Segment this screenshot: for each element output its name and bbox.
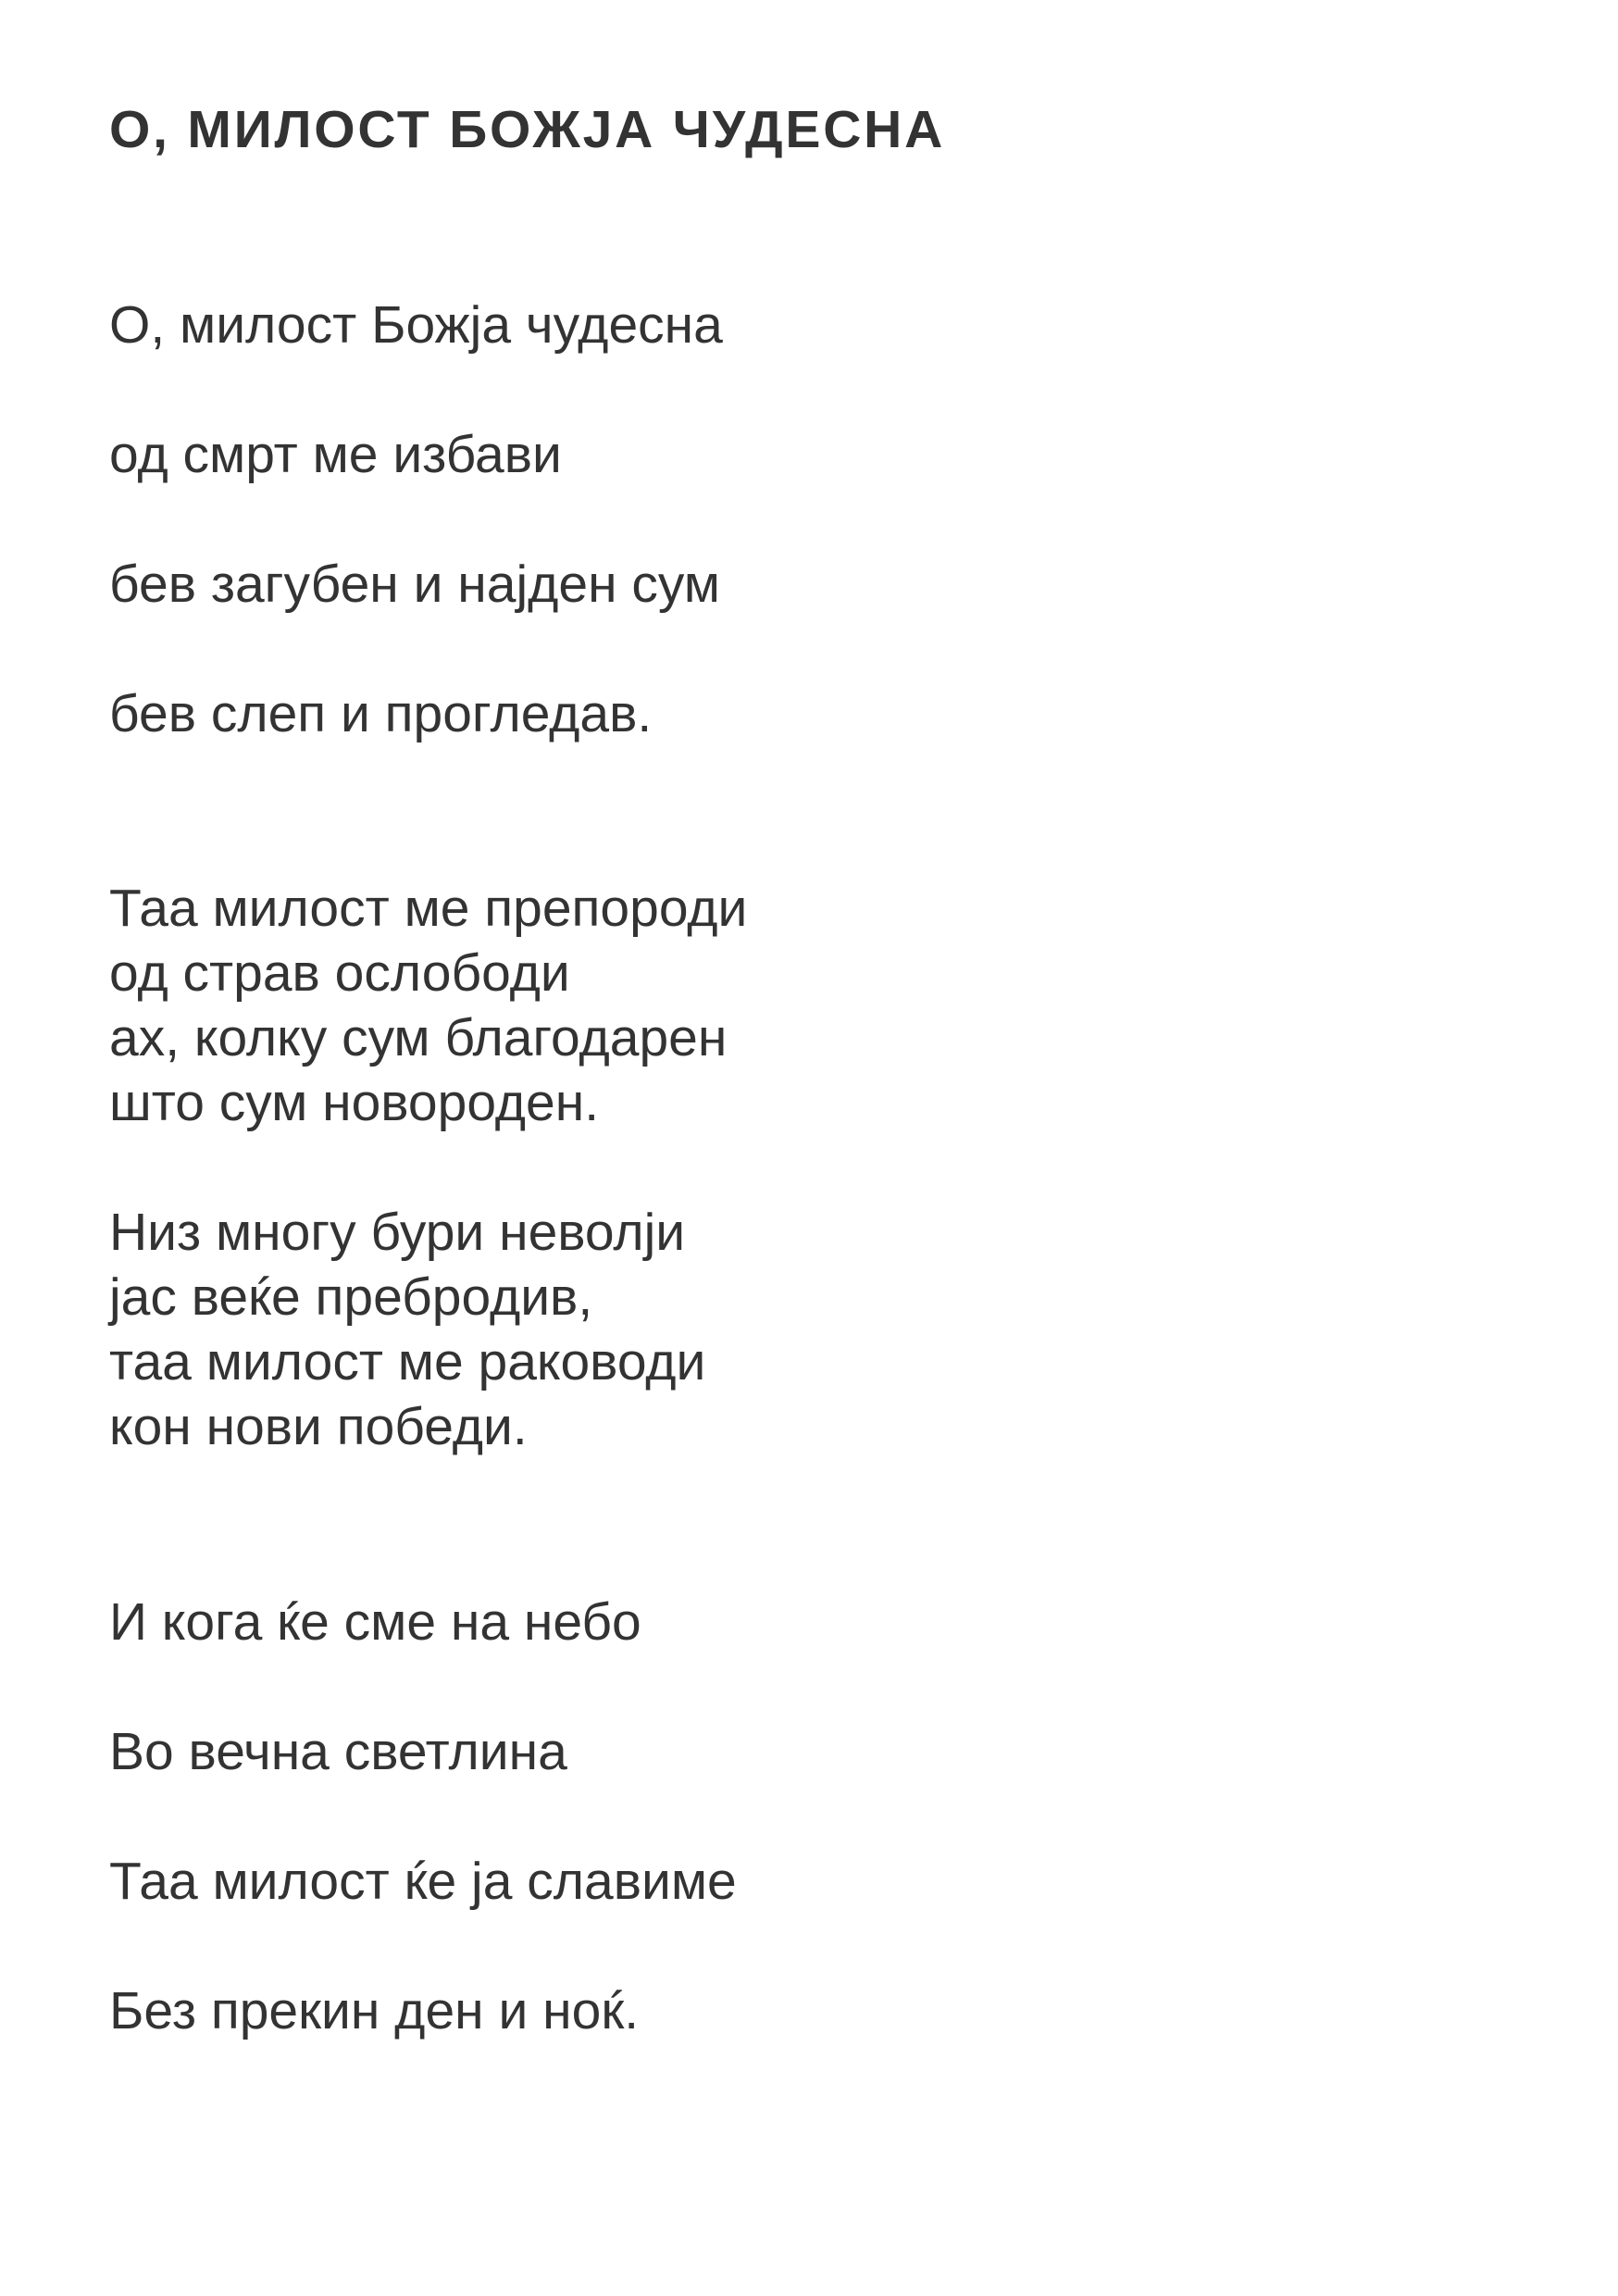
verse-line: Таа милост ме препороди <box>109 879 748 938</box>
verse-line: О, милост Божја чудесна <box>109 295 723 355</box>
verse-line: бев загубен и најден сум <box>109 555 720 614</box>
verse-line: Низ многу бури неволји <box>109 1203 686 1262</box>
verse-line: ах, колку сум благодарен <box>109 1008 728 1067</box>
verse-line: бев слеп и прогледав. <box>109 684 653 743</box>
verse-line: Без прекин ден и ноќ. <box>109 1981 640 2040</box>
verse-line: Таа милост ќе ја славиме <box>109 1852 737 1911</box>
verse-line: од страв ослободи <box>109 943 570 1003</box>
verse-line: И кога ќе сме на небо <box>109 1592 641 1652</box>
verse-line: кон нови победи. <box>109 1397 528 1456</box>
verse-line: што сум новороден. <box>109 1073 600 1132</box>
verse-line: јас веќе пребродив, <box>109 1267 593 1327</box>
verse-line: Во вечна светлина <box>109 1722 567 1781</box>
verse-line: од смрт ме избави <box>109 425 562 484</box>
page-title: О, МИЛОСТ БОЖЈА ЧУДЕСНА <box>109 100 946 159</box>
verse-line: таа милост ме раководи <box>109 1332 706 1391</box>
